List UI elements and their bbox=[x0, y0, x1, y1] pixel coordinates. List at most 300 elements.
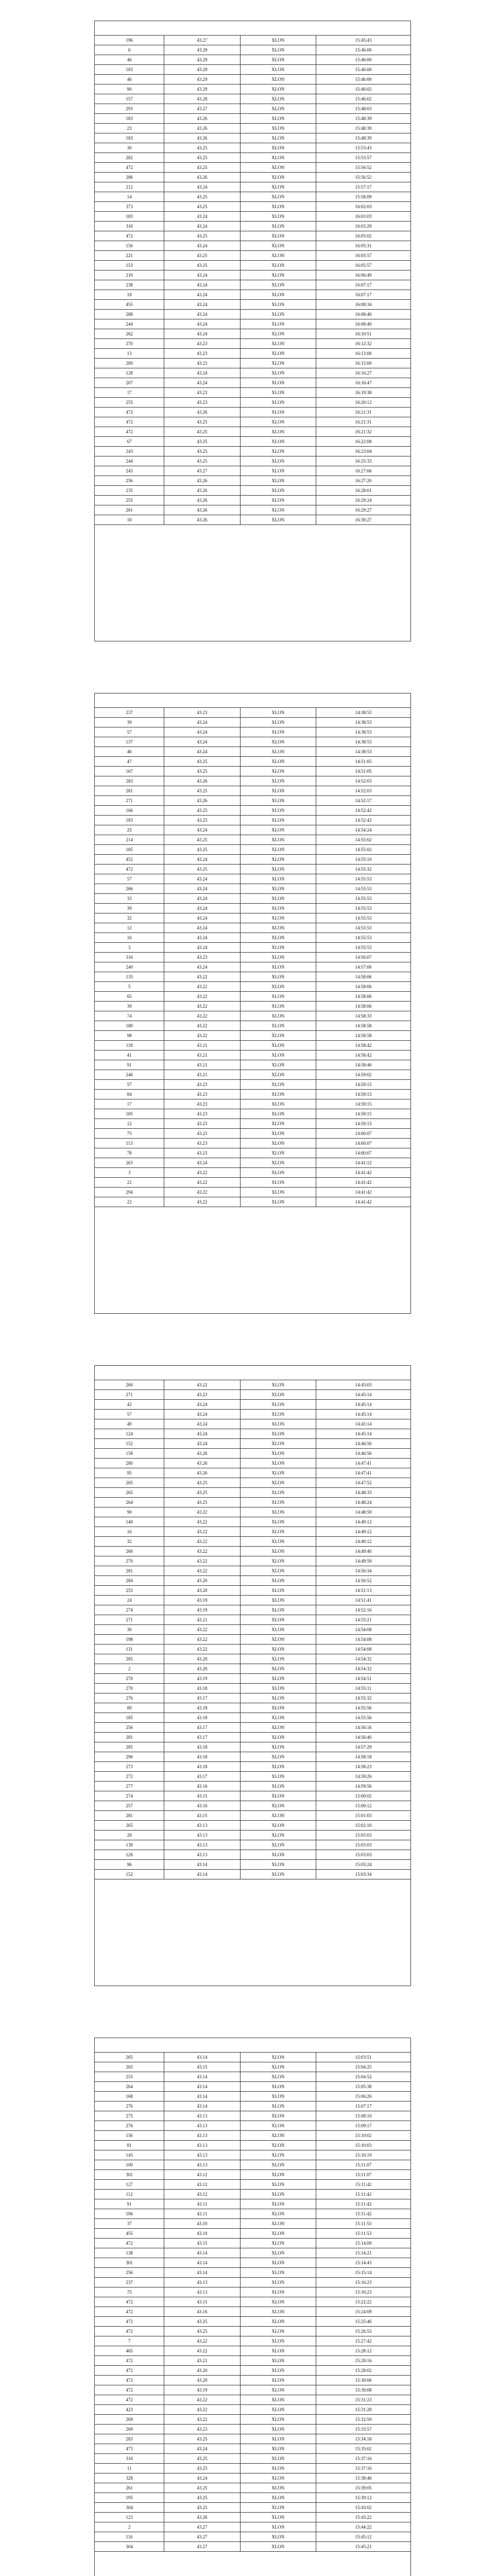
time-cell: 16:08:40 bbox=[316, 319, 410, 329]
price-cell: 43.12 bbox=[164, 2170, 240, 2180]
venue-cell: XLON bbox=[240, 1762, 316, 1772]
venue-cell: XLON bbox=[240, 505, 316, 515]
time-cell: 15:24:09 bbox=[316, 2307, 410, 2317]
venue-cell: XLON bbox=[240, 1674, 316, 1684]
time-cell: 14:56:16 bbox=[316, 1723, 410, 1733]
time-cell: 14:45:14 bbox=[316, 1390, 410, 1400]
price-cell: 43.22 bbox=[164, 1188, 240, 1197]
venue-cell: XLON bbox=[240, 2385, 316, 2395]
time-cell: 15:44:22 bbox=[316, 2522, 410, 2532]
venue-cell: XLON bbox=[240, 1625, 316, 1635]
time-cell: 14:55:56 bbox=[316, 1713, 410, 1723]
price-cell: 43.14 bbox=[164, 2082, 240, 2092]
volume-cell: 137 bbox=[95, 737, 164, 747]
venue-cell: XLON bbox=[240, 1684, 316, 1693]
price-cell: 43.22 bbox=[164, 2395, 240, 2405]
price-cell: 43.13 bbox=[164, 2141, 240, 2150]
price-cell: 43.26 bbox=[164, 496, 240, 505]
time-cell: 16:05:31 bbox=[316, 241, 410, 251]
time-cell: 14:59:15 bbox=[316, 1090, 410, 1099]
volume-cell: 210 bbox=[95, 270, 164, 280]
venue-cell: XLON bbox=[240, 1070, 316, 1080]
time-cell: 14:52:03 bbox=[316, 776, 410, 786]
price-cell: 43.27 bbox=[164, 104, 240, 114]
price-cell: 43.14 bbox=[164, 2102, 240, 2111]
price-cell: 43.24 bbox=[164, 270, 240, 280]
volume-cell: 472 bbox=[95, 2385, 164, 2395]
venue-cell: XLON bbox=[240, 231, 316, 241]
time-cell: 14:38:53 bbox=[316, 727, 410, 737]
venue-cell: XLON bbox=[240, 466, 316, 476]
price-cell: 43.25 bbox=[164, 2434, 240, 2444]
venue-cell: XLON bbox=[240, 1596, 316, 1605]
price-cell: 43.22 bbox=[164, 1031, 240, 1041]
time-cell: 14:55:53 bbox=[316, 894, 410, 904]
price-cell: 43.18 bbox=[164, 1752, 240, 1762]
price-cell: 43.21 bbox=[164, 1050, 240, 1060]
volume-cell: 265 bbox=[95, 1488, 164, 1498]
volume-cell: 263 bbox=[95, 1158, 164, 1168]
venue-cell: XLON bbox=[240, 1507, 316, 1517]
price-cell: 43.18 bbox=[164, 1742, 240, 1752]
venue-cell: XLON bbox=[240, 398, 316, 408]
venue-cell: XLON bbox=[240, 845, 316, 855]
venue-cell: XLON bbox=[240, 290, 316, 300]
price-cell: 43.24 bbox=[164, 280, 240, 290]
price-cell: 43.25 bbox=[164, 202, 240, 212]
price-cell: 43.24 bbox=[164, 329, 240, 339]
volume-cell: 198 bbox=[95, 1635, 164, 1645]
volume-cell: 14 bbox=[95, 192, 164, 202]
volume-cell: 23 bbox=[95, 124, 164, 133]
volume-cell: 281 bbox=[95, 1733, 164, 1742]
time-cell: 15:11:42 bbox=[316, 2209, 410, 2219]
time-cell: 14:48:24 bbox=[316, 1498, 410, 1507]
volume-cell: 39 bbox=[95, 718, 164, 727]
price-cell: 43.26 bbox=[164, 1449, 240, 1459]
volume-cell: 256 bbox=[95, 476, 164, 486]
price-cell: 43.25 bbox=[164, 1498, 240, 1507]
volume-cell: 265 bbox=[95, 1478, 164, 1488]
volume-cell: 240 bbox=[95, 962, 164, 972]
time-cell: 14:50:34 bbox=[316, 1566, 410, 1576]
time-cell: 15:53:57 bbox=[316, 153, 410, 163]
price-cell: 43.26 bbox=[164, 776, 240, 786]
volume-cell: 472 bbox=[95, 2327, 164, 2336]
volume-cell: 118 bbox=[95, 1041, 164, 1050]
volume-cell: 183 bbox=[95, 65, 164, 75]
volume-cell: 2 bbox=[95, 1664, 164, 1674]
venue-cell: XLON bbox=[240, 1645, 316, 1654]
time-cell: 15:39:05 bbox=[316, 2483, 410, 2493]
price-cell: 43.20 bbox=[164, 2376, 240, 2385]
time-cell: 14:51:05 bbox=[316, 767, 410, 776]
venue-cell: XLON bbox=[240, 2395, 316, 2405]
venue-cell: XLON bbox=[240, 2297, 316, 2307]
price-cell: 43.21 bbox=[164, 1070, 240, 1080]
venue-cell: XLON bbox=[240, 2092, 316, 2102]
time-cell: 14:47:52 bbox=[316, 1478, 410, 1488]
venue-cell: XLON bbox=[240, 417, 316, 427]
time-cell: 15:28:02 bbox=[316, 2366, 410, 2376]
price-cell: 43.22 bbox=[164, 1011, 240, 1021]
price-cell: 43.25 bbox=[164, 767, 240, 776]
price-cell: 43.28 bbox=[164, 94, 240, 104]
venue-cell: XLON bbox=[240, 1099, 316, 1109]
time-cell: 14:54:08 bbox=[316, 1625, 410, 1635]
volume-cell: 207 bbox=[95, 378, 164, 388]
time-cell: 15:14:21 bbox=[316, 2248, 410, 2258]
volume-cell: 65 bbox=[95, 992, 164, 1002]
venue-cell: XLON bbox=[240, 2219, 316, 2229]
time-cell: 16:05:57 bbox=[316, 261, 410, 270]
price-cell: 43.24 bbox=[164, 962, 240, 972]
time-cell: 15:11:53 bbox=[316, 2229, 410, 2239]
venue-cell: XLON bbox=[240, 923, 316, 933]
time-cell: 14:56:07 bbox=[316, 953, 410, 962]
venue-cell: XLON bbox=[240, 1478, 316, 1488]
time-cell: 14:55:02 bbox=[316, 845, 410, 855]
price-cell: 43.13 bbox=[164, 1831, 240, 1840]
volume-cell: 30 bbox=[95, 143, 164, 153]
venue-cell: XLON bbox=[240, 1752, 316, 1762]
time-cell: 14:38:53 bbox=[316, 718, 410, 727]
volume-cell: 272 bbox=[95, 1772, 164, 1782]
time-cell: 15:09:17 bbox=[316, 2121, 410, 2131]
venue-cell: XLON bbox=[240, 359, 316, 368]
time-cell: 15:11:07 bbox=[316, 2170, 410, 2180]
price-cell: 43.16 bbox=[164, 1782, 240, 1791]
time-cell: 15:45:12 bbox=[316, 2532, 410, 2542]
price-cell: 43.13 bbox=[164, 2160, 240, 2170]
time-cell: 14:55:53 bbox=[316, 923, 410, 933]
price-cell: 43.23 bbox=[164, 1080, 240, 1090]
venue-cell: XLON bbox=[240, 1188, 316, 1197]
price-cell: 43.25 bbox=[164, 786, 240, 796]
volume-cell: 158 bbox=[95, 1449, 164, 1459]
time-cell: 14:54:24 bbox=[316, 825, 410, 835]
venue-cell: XLON bbox=[240, 2376, 316, 2385]
venue-cell: XLON bbox=[240, 1840, 316, 1850]
venue-cell: XLON bbox=[240, 2190, 316, 2199]
venue-cell: XLON bbox=[240, 2229, 316, 2239]
time-cell: 14:55:53 bbox=[316, 884, 410, 894]
volume-cell: 285 bbox=[95, 1654, 164, 1664]
price-cell: 43.25 bbox=[164, 2503, 240, 2513]
time-cell: 14:45:14 bbox=[316, 1410, 410, 1419]
price-cell: 43.21 bbox=[164, 1615, 240, 1625]
venue-cell: XLON bbox=[240, 1566, 316, 1576]
time-cell: 14:51:05 bbox=[316, 757, 410, 767]
volume-cell: 265 bbox=[95, 2062, 164, 2072]
venue-cell: XLON bbox=[240, 1459, 316, 1468]
price-cell: 43.22 bbox=[164, 2405, 240, 2415]
volume-cell: 288 bbox=[95, 310, 164, 319]
venue-cell: XLON bbox=[240, 1158, 316, 1168]
time-cell: 15:48:03 bbox=[316, 104, 410, 114]
venue-cell: XLON bbox=[240, 2131, 316, 2141]
time-cell: 14:59:02 bbox=[316, 1070, 410, 1080]
time-cell: 14:57:29 bbox=[316, 1742, 410, 1752]
time-cell: 14:58:58 bbox=[316, 1021, 410, 1031]
time-cell: 14:38:53 bbox=[316, 708, 410, 718]
venue-cell: XLON bbox=[240, 2180, 316, 2190]
volume-cell: 22 bbox=[95, 1197, 164, 1207]
price-cell: 43.24 bbox=[164, 1158, 240, 1168]
price-cell: 43.25 bbox=[164, 437, 240, 447]
volume-cell: 316 bbox=[95, 953, 164, 962]
time-cell: 14:38:53 bbox=[316, 737, 410, 747]
venue-cell: XLON bbox=[240, 2513, 316, 2522]
price-cell: 43.13 bbox=[164, 2150, 240, 2160]
price-cell: 43.25 bbox=[164, 163, 240, 173]
venue-cell: XLON bbox=[240, 1654, 316, 1664]
price-cell: 43.14 bbox=[164, 2072, 240, 2082]
volume-cell: 262 bbox=[95, 329, 164, 339]
price-cell: 43.26 bbox=[164, 408, 240, 417]
time-cell: 16:29:27 bbox=[316, 505, 410, 515]
time-cell: 15:45:43 bbox=[316, 36, 410, 45]
time-cell: 14:58:06 bbox=[316, 972, 410, 982]
venue-cell: XLON bbox=[240, 2415, 316, 2425]
volume-cell: 30 bbox=[95, 1625, 164, 1635]
venue-cell: XLON bbox=[240, 1109, 316, 1119]
price-cell: 43.14 bbox=[164, 2268, 240, 2278]
time-cell: 16:20:12 bbox=[316, 398, 410, 408]
volume-cell: 7 bbox=[95, 2336, 164, 2346]
volume-cell: 3 bbox=[95, 1168, 164, 1178]
time-cell: 15:43:02 bbox=[316, 2503, 410, 2513]
venue-cell: XLON bbox=[240, 727, 316, 737]
time-cell: 15:11:53 bbox=[316, 2219, 410, 2229]
volume-cell: 214 bbox=[95, 835, 164, 845]
time-cell: 16:13:00 bbox=[316, 349, 410, 359]
time-cell: 15:26:55 bbox=[316, 2327, 410, 2336]
venue-cell: XLON bbox=[240, 163, 316, 173]
venue-cell: XLON bbox=[240, 874, 316, 884]
venue-cell: XLON bbox=[240, 1586, 316, 1596]
volume-cell: 423 bbox=[95, 2405, 164, 2415]
venue-cell: XLON bbox=[240, 1041, 316, 1050]
volume-cell: 183 bbox=[95, 212, 164, 222]
time-cell: 15:32:59 bbox=[316, 2415, 410, 2425]
venue-cell: XLON bbox=[240, 2532, 316, 2542]
price-cell: 43.29 bbox=[164, 45, 240, 55]
volume-cell: 472 bbox=[95, 408, 164, 417]
price-cell: 43.21 bbox=[164, 2356, 240, 2366]
price-cell: 43.22 bbox=[164, 1507, 240, 1517]
time-cell: 15:10:02 bbox=[316, 2131, 410, 2141]
time-cell: 14:54:08 bbox=[316, 1635, 410, 1645]
time-cell: 14:55:53 bbox=[316, 874, 410, 884]
price-cell: 43.24 bbox=[164, 884, 240, 894]
volume-cell: 96 bbox=[95, 1860, 164, 1870]
price-cell: 43.25 bbox=[164, 2454, 240, 2464]
volume-cell: 131 bbox=[95, 1645, 164, 1654]
venue-cell: XLON bbox=[240, 776, 316, 786]
venue-cell: XLON bbox=[240, 1090, 316, 1099]
page-frame-3 bbox=[94, 1365, 411, 1986]
time-cell: 15:14:09 bbox=[316, 2239, 410, 2248]
volume-cell: 452 bbox=[95, 855, 164, 865]
venue-cell: XLON bbox=[240, 427, 316, 437]
volume-cell: 473 bbox=[95, 2444, 164, 2454]
price-cell: 43.27 bbox=[164, 2532, 240, 2542]
time-cell: 16:25:33 bbox=[316, 456, 410, 466]
price-cell: 43.14 bbox=[164, 2258, 240, 2268]
venue-cell: XLON bbox=[240, 2062, 316, 2072]
venue-cell: XLON bbox=[240, 786, 316, 796]
price-cell: 43.23 bbox=[164, 1139, 240, 1148]
venue-cell: XLON bbox=[240, 2425, 316, 2434]
volume-cell: 156 bbox=[95, 2131, 164, 2141]
volume-cell: 28 bbox=[95, 1831, 164, 1840]
venue-cell: XLON bbox=[240, 280, 316, 290]
venue-cell: XLON bbox=[240, 300, 316, 310]
price-cell: 43.20 bbox=[164, 1664, 240, 1674]
price-cell: 43.23 bbox=[164, 2425, 240, 2434]
volume-cell: 39 bbox=[95, 1002, 164, 1011]
time-cell: 15:03:24 bbox=[316, 1860, 410, 1870]
venue-cell: XLON bbox=[240, 261, 316, 270]
time-cell: 15:30:06 bbox=[316, 2376, 410, 2385]
price-cell: 43.15 bbox=[164, 2062, 240, 2072]
volume-cell: 277 bbox=[95, 1782, 164, 1791]
volume-cell: 168 bbox=[95, 2092, 164, 2102]
venue-cell: XLON bbox=[240, 816, 316, 825]
venue-cell: XLON bbox=[240, 953, 316, 962]
venue-cell: XLON bbox=[240, 2464, 316, 2473]
venue-cell: XLON bbox=[240, 378, 316, 388]
volume-cell: 128 bbox=[95, 368, 164, 378]
volume-cell: 10 bbox=[95, 515, 164, 525]
volume-cell: 301 bbox=[95, 2258, 164, 2268]
venue-cell: XLON bbox=[240, 447, 316, 456]
venue-cell: XLON bbox=[240, 1831, 316, 1840]
venue-cell: XLON bbox=[240, 962, 316, 972]
venue-cell: XLON bbox=[240, 2209, 316, 2219]
venue-cell: XLON bbox=[240, 1419, 316, 1429]
venue-cell: XLON bbox=[240, 1801, 316, 1811]
time-cell: 15:28:12 bbox=[316, 2346, 410, 2356]
time-cell: 16:03:03 bbox=[316, 212, 410, 222]
price-cell: 43.23 bbox=[164, 953, 240, 962]
venue-cell: XLON bbox=[240, 75, 316, 84]
price-cell: 43.22 bbox=[164, 2336, 240, 2346]
volume-cell: 296 bbox=[95, 1752, 164, 1762]
venue-cell: XLON bbox=[240, 222, 316, 231]
time-cell: 14:55:32 bbox=[316, 865, 410, 874]
time-cell: 14:58:18 bbox=[316, 1752, 410, 1762]
volume-cell: 472 bbox=[95, 427, 164, 437]
price-cell: 43.24 bbox=[164, 1439, 240, 1449]
price-cell: 43.23 bbox=[164, 1129, 240, 1139]
time-cell: 15:11:42 bbox=[316, 2199, 410, 2209]
time-cell: 15:33:57 bbox=[316, 2425, 410, 2434]
time-cell: 15:03:51 bbox=[316, 2053, 410, 2062]
time-cell: 14:49:40 bbox=[316, 1547, 410, 1556]
volume-cell: 472 bbox=[95, 417, 164, 427]
price-cell: 43.29 bbox=[164, 84, 240, 94]
volume-cell: 17 bbox=[95, 1099, 164, 1109]
time-cell: 16:27:06 bbox=[316, 466, 410, 476]
price-cell: 43.29 bbox=[164, 75, 240, 84]
time-cell: 14:52:42 bbox=[316, 816, 410, 825]
price-cell: 43.23 bbox=[164, 1119, 240, 1129]
price-cell: 43.23 bbox=[164, 1148, 240, 1158]
venue-cell: XLON bbox=[240, 1468, 316, 1478]
price-cell: 43.26 bbox=[164, 796, 240, 806]
venue-cell: XLON bbox=[240, 1139, 316, 1148]
venue-cell: XLON bbox=[240, 1703, 316, 1713]
price-cell: 43.19 bbox=[164, 1596, 240, 1605]
time-cell: 14:58:42 bbox=[316, 1050, 410, 1060]
venue-cell: XLON bbox=[240, 1050, 316, 1060]
volume-cell: 281 bbox=[95, 786, 164, 796]
price-cell: 43.19 bbox=[164, 1605, 240, 1615]
time-cell: 15:05:38 bbox=[316, 2082, 410, 2092]
venue-cell: XLON bbox=[240, 904, 316, 913]
price-cell: 43.22 bbox=[164, 1556, 240, 1566]
price-cell: 43.13 bbox=[164, 1850, 240, 1860]
venue-cell: XLON bbox=[240, 1860, 316, 1870]
venue-cell: XLON bbox=[240, 1791, 316, 1801]
venue-cell: XLON bbox=[240, 349, 316, 359]
volume-cell: 289 bbox=[95, 359, 164, 368]
venue-cell: XLON bbox=[240, 2150, 316, 2160]
venue-cell: XLON bbox=[240, 2336, 316, 2346]
volume-cell: 237 bbox=[95, 2278, 164, 2287]
time-cell: 15:10:19 bbox=[316, 2150, 410, 2160]
volume-cell: 270 bbox=[95, 1684, 164, 1693]
venue-cell: XLON bbox=[240, 2199, 316, 2209]
time-cell: 14:58:06 bbox=[316, 992, 410, 1002]
venue-cell: XLON bbox=[240, 476, 316, 486]
venue-cell: XLON bbox=[240, 1664, 316, 1674]
price-cell: 43.24 bbox=[164, 904, 240, 913]
venue-cell: XLON bbox=[240, 437, 316, 447]
volume-cell: 152 bbox=[95, 1870, 164, 1879]
venue-cell: XLON bbox=[240, 1031, 316, 1041]
volume-cell: 81 bbox=[95, 2141, 164, 2150]
venue-cell: XLON bbox=[240, 2111, 316, 2121]
time-cell: 16:08:40 bbox=[316, 310, 410, 319]
price-cell: 43.16 bbox=[164, 2307, 240, 2317]
venue-cell: XLON bbox=[240, 241, 316, 251]
venue-cell: XLON bbox=[240, 855, 316, 865]
price-cell: 43.14 bbox=[164, 1870, 240, 1879]
price-cell: 43.23 bbox=[164, 1090, 240, 1099]
volume-cell: 57 bbox=[95, 874, 164, 884]
price-cell: 43.29 bbox=[164, 65, 240, 75]
venue-cell: XLON bbox=[240, 825, 316, 835]
time-cell: 15:53:43 bbox=[316, 143, 410, 153]
volume-cell: 285 bbox=[95, 1742, 164, 1752]
price-cell: 43.24 bbox=[164, 825, 240, 835]
price-cell: 43.25 bbox=[164, 865, 240, 874]
volume-cell: 235 bbox=[95, 486, 164, 496]
time-cell: 15:48:39 bbox=[316, 114, 410, 124]
volume-cell: 24 bbox=[95, 1596, 164, 1605]
time-cell: 14:49:12 bbox=[316, 1527, 410, 1537]
volume-cell: 140 bbox=[95, 1517, 164, 1527]
volume-cell: 180 bbox=[95, 1021, 164, 1031]
price-cell: 43.24 bbox=[164, 874, 240, 884]
price-cell: 43.25 bbox=[164, 153, 240, 163]
venue-cell: XLON bbox=[240, 835, 316, 845]
time-cell: 15:03:03 bbox=[316, 1831, 410, 1840]
price-cell: 43.20 bbox=[164, 2366, 240, 2376]
